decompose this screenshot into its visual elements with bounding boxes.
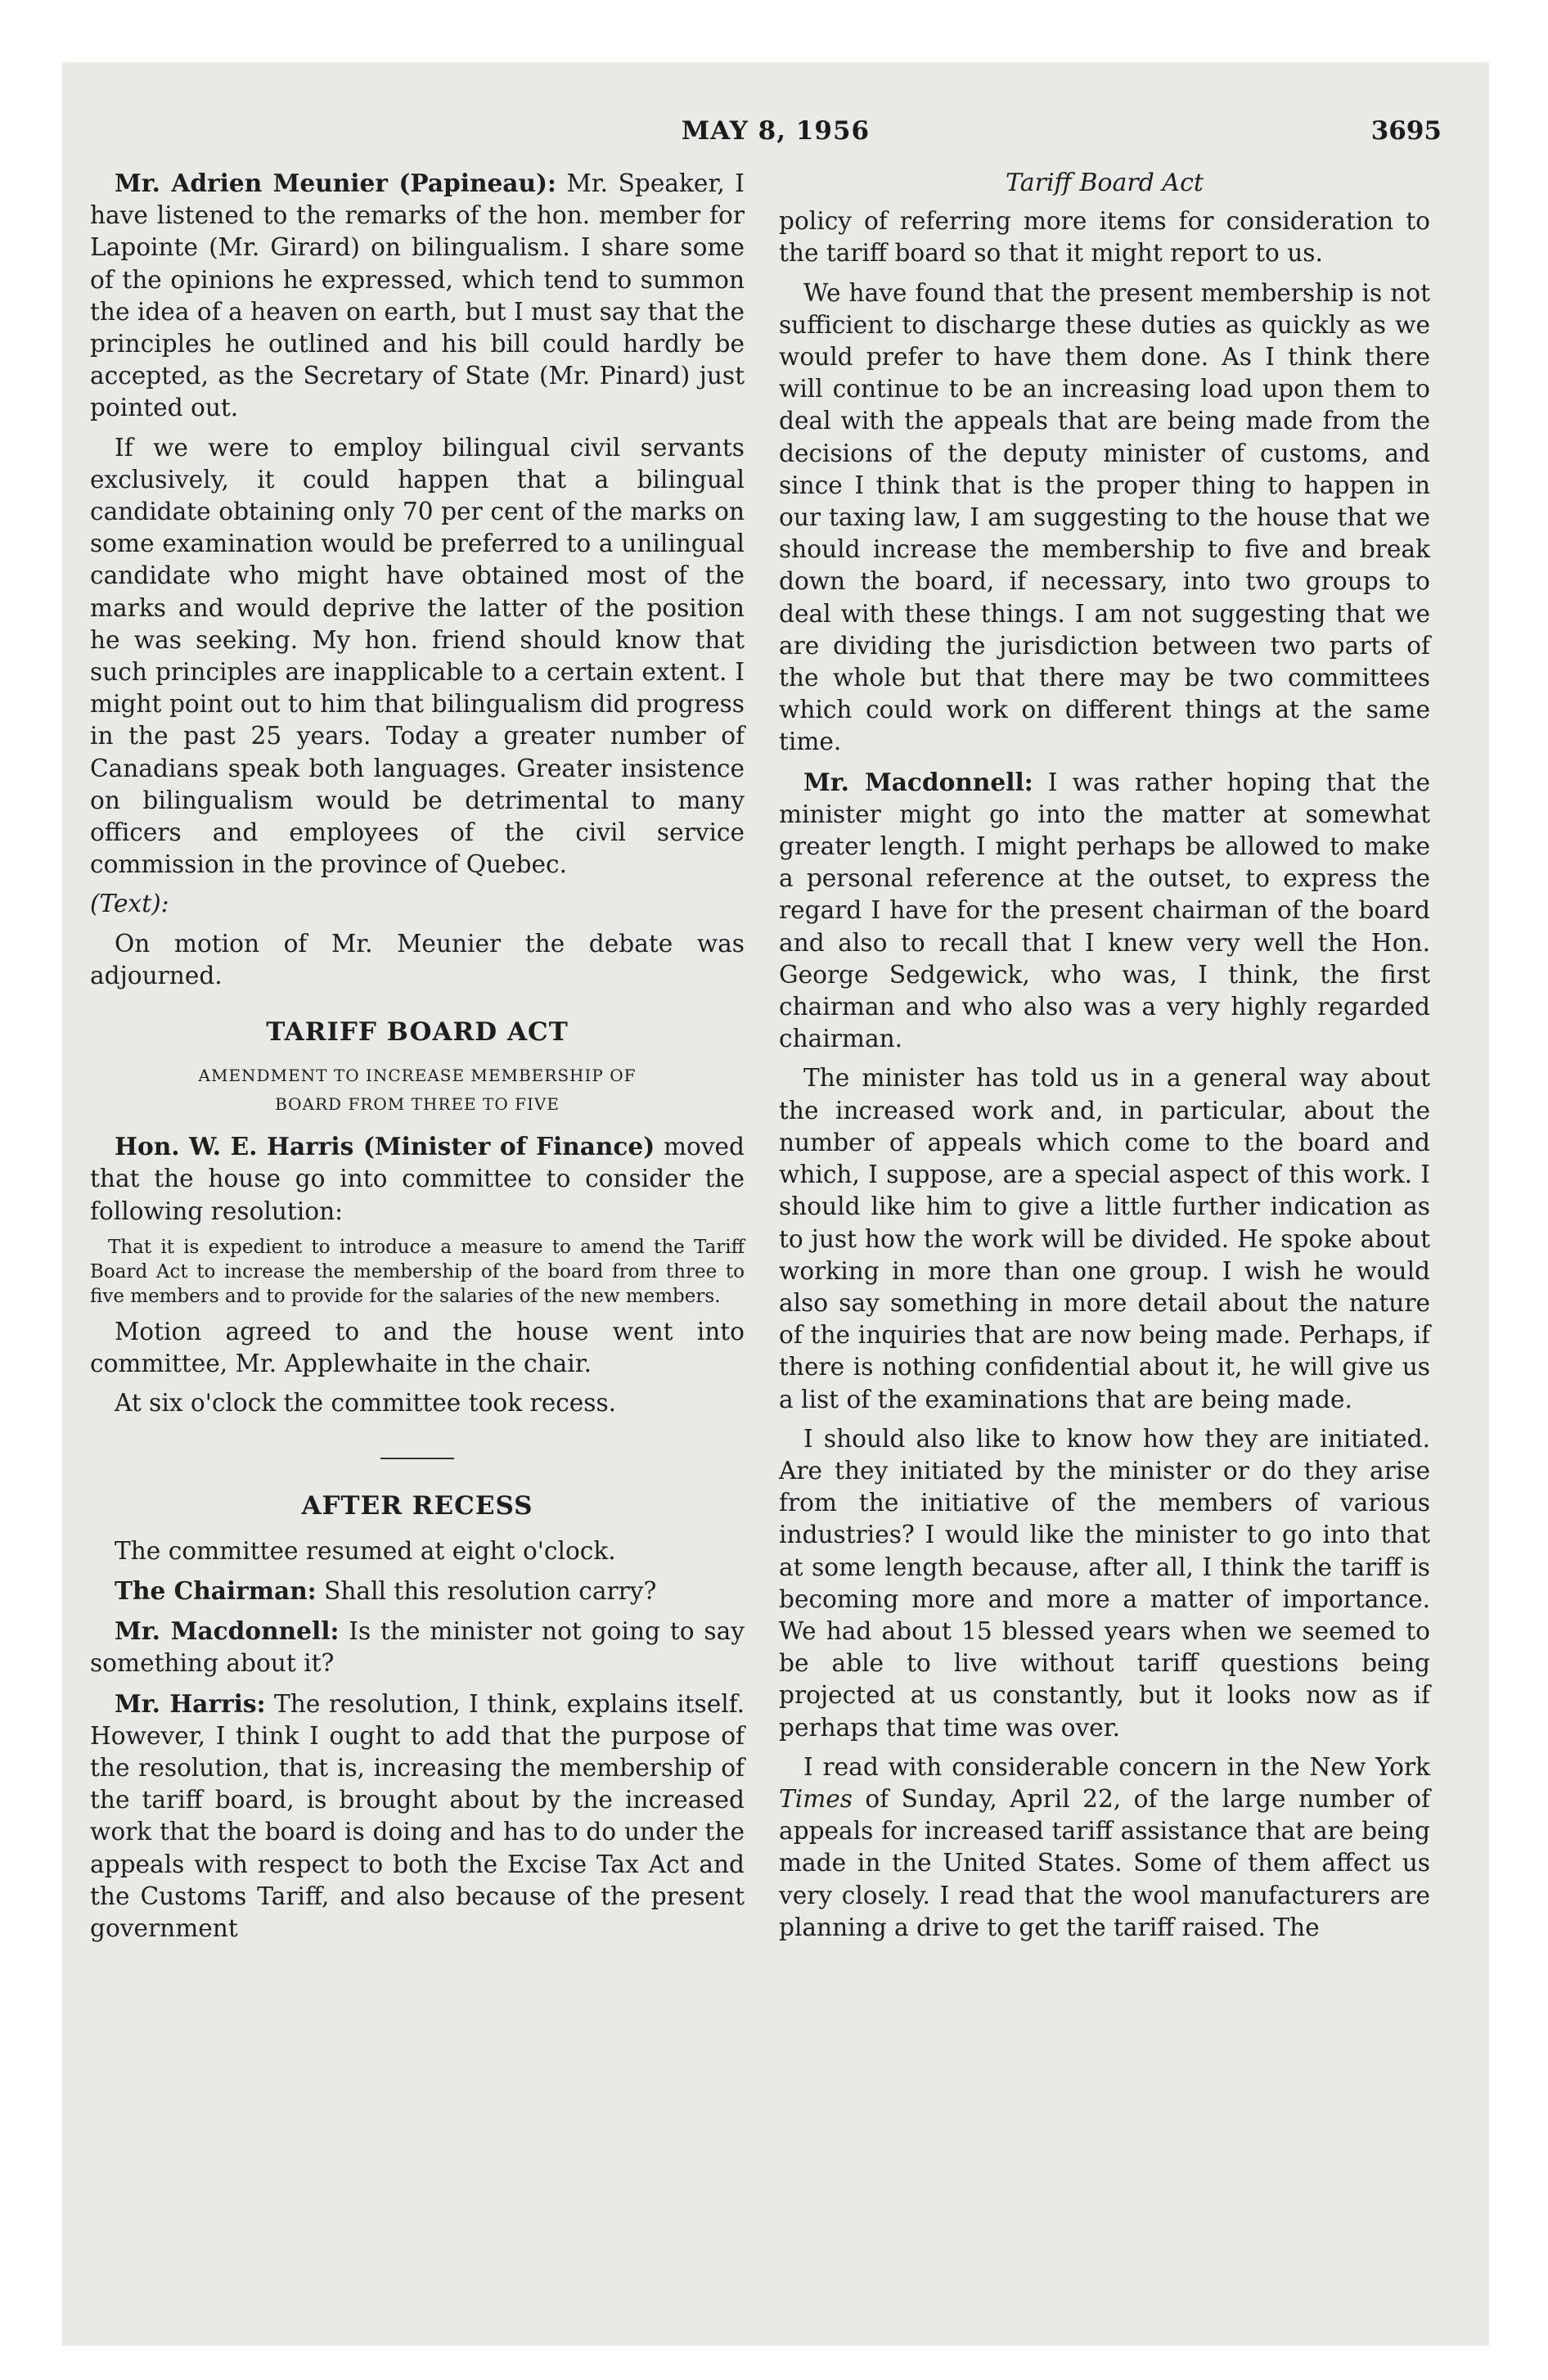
speech-text: I read with considerable concern in the New York [803, 1752, 1430, 1781]
speech-text: The resolution, I think, explains itself. However, I think I ought to add that the purpose of the resolution, that is, increasing the membership of the tariff board, is brought about by the increased work that the board is doing and has to do under the appeals with respect to both the Excise Tax Act and the Customs Tariff, and also because of the present government [90, 1689, 745, 1942]
resolution-quote [90, 1235, 745, 1309]
page-header [62, 116, 1489, 157]
speech-text: Shall this resolution carry? [316, 1576, 657, 1605]
speech-text: I was rather hoping that the minister might go into the matter at somewhat greater length. I might perhaps be allowed to make a personal reference at the outset, to express the regard I have for the present chairman of the board and also to recall that I knew very well the Hon. George Sedgewick, who was, I think, the first chairman and who also was a very highly regarded chairman. [779, 768, 1430, 1053]
speaker-name: Mr. Macdonnell: [803, 767, 1033, 796]
speaker-name: The Chairman: [115, 1575, 317, 1605]
paragraph [779, 1751, 1430, 1944]
paragraph [90, 1688, 745, 1945]
paragraph [90, 1615, 745, 1679]
page-number: 3695 [1370, 116, 1442, 146]
speech-text: Mr. Speaker, I have listened to the remarks of the hon. member for Lapointe (Mr. Girard) on bilingualism. I share some of the opinions he expressed, which tend to summon the idea of a heaven on earth, but I must say that the principles he outlined and his bill could hardly be accepted, as the Secretary of State (Mr. Pinard) just pointed out. [90, 169, 745, 422]
paragraph: At six o'clock the committee took recess. [115, 1389, 617, 1418]
text-tag: (Text): [90, 890, 169, 918]
section-subtitle-line: BOARD FROM THREE TO FIVE [275, 1094, 560, 1115]
right-column [779, 167, 1430, 1951]
paragraph: The committee resumed at eight o'clock. [115, 1536, 616, 1565]
speech-text: moved that the house go into committee to consider the following resolution: [90, 1133, 745, 1225]
section-title: TARIFF BOARD ACT [266, 1017, 569, 1048]
paragraph [779, 766, 1430, 1056]
paragraph: The minister has told us in a general way about the increased work and, in particular, about the number of appeals which come to the board and which, I suppose, are a special aspect of this work. I should like him to give a little further indication as to just how the work will be divided. He spoke about working in more than one group. I wish he would also say something in more detail about the nature of the inquiries that are now being made. Perhaps, if there is nothing confidential about it, he will give us a list of the examinations that are being made. [779, 1064, 1430, 1413]
speaker-name: Mr. Harris: [115, 1688, 266, 1718]
paragraph: Motion agreed to and the house went into committee, Mr. Applewhaite in the chair. [90, 1317, 745, 1378]
speaker-name: Mr. Macdonnell: [115, 1616, 340, 1646]
publication-title: Times [779, 1784, 853, 1813]
paragraph [90, 1575, 745, 1607]
paragraph [90, 167, 745, 425]
speech-text: Is the minister not going to say something about it? [90, 1617, 745, 1678]
section-subtitle-line: AMENDMENT TO INCREASE MEMBERSHIP OF [198, 1066, 637, 1086]
speech-text: of Sunday, April 22, of the large number of appeals for increased tariff assistance that are being made in the United States. Some of them affect us very closely. I read that the wool manufacturers are planning a drive to get the tariff raised. The [779, 1784, 1430, 1941]
section-subtitle [90, 1062, 745, 1119]
page-sheet [62, 62, 1489, 2346]
speaker-name: Mr. Adrien Meunier (Papineau): [115, 169, 556, 197]
section-title: AFTER RECESS [301, 1490, 533, 1521]
paragraph [90, 888, 745, 920]
left-column [90, 167, 745, 1952]
paragraph: On motion of Mr. Meunier the debate was adjourned. [90, 929, 745, 989]
resolution-text: That it is expedient to introduce a measure to amend the Tariff Board Act to increase the membership of the board from three to five members and to provide for the salaries of the new members. [90, 1236, 745, 1307]
paragraph: I should also like to know how they are initiated. Are they initiated by the minister or do they arise from the initiative of the members of various industries? I would like the minister to go into that at some length because, after all, I think the tariff is becoming more and more a matter of importance. We had about 15 blessed years when we seemed to be able to live without tariff questions being projected at us constantly, but it looks now as if perhaps that time was over. [779, 1424, 1430, 1742]
paragraph: We have found that the present membership is not sufficient to discharge these duties as quickly as we would prefer to have them done. As I think there will continue to be an increasing load upon them to deal with the appeals that are being made from the decisions of the deputy minister of customs, and since I think that is the proper thing to happen in our taxing law, I am suggesting to the house that we should increase the membership to five and break down the board, if necessary, into two groups to deal with these things. I am not suggesting that we are dividing the jurisdiction between two parts of the whole but that there may be two committees which could work on different things at the same time. [779, 278, 1430, 756]
paragraph: If we were to employ bilingual civil servants exclusively, it could happen that a bilingual candidate obtaining only 70 per cent of the marks on some examination would be preferred to a unilingual candidate who might have obtained most of the marks and would deprive the latter of the position he was seeking. My hon. friend should know that such principles are inapplicable to a certain extent. I might point out to him that bilingualism did progress in the past 25 years. Today a greater number of Canadians speak both languages. Greater insistence on bilingualism would be detrimental to many officers and employees of the civil service commission in the province of Quebec. [90, 433, 745, 879]
section-divider [380, 1458, 454, 1459]
speaker-name: Hon. W. E. Harris (Minister of Finance) [115, 1132, 655, 1161]
header-date: MAY 8, 1956 [681, 116, 871, 146]
running-head: Tariff Board Act [1006, 169, 1204, 197]
paragraph [90, 1130, 745, 1228]
paragraph: policy of referring more items for consideration to the tariff board so that it might report to us. [779, 207, 1430, 268]
